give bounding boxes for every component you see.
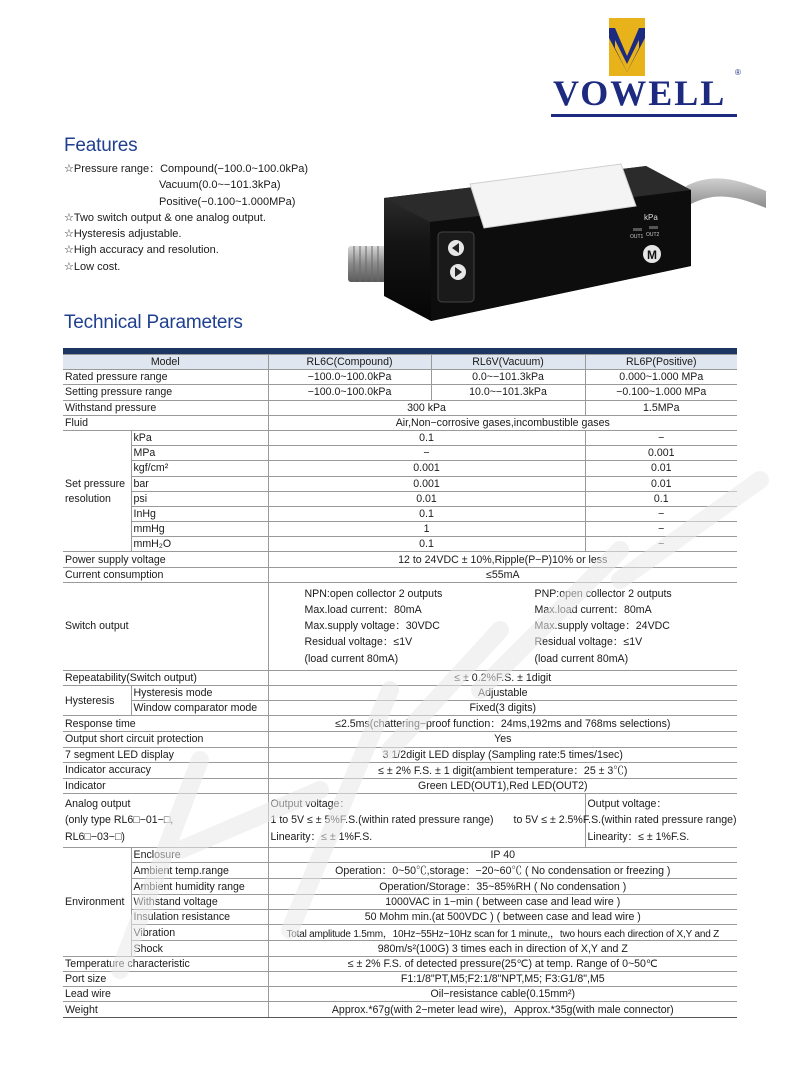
table-row	[63, 716, 737, 732]
header-positive: RL6P(Positive)	[585, 355, 737, 370]
analog-label-line: (only type RL6□−01−□,	[65, 814, 174, 827]
table-row	[63, 415, 737, 430]
cell: −0.100~1.000 MPa	[585, 385, 737, 400]
spec-line: Max.load current：80mA	[304, 604, 422, 617]
registered-mark: ®	[735, 68, 741, 77]
header-vacuum: RL6V(Vacuum)	[431, 355, 585, 370]
spec-line: NPN:open collector 2 outputs	[304, 587, 443, 600]
vowell-logo	[545, 18, 745, 113]
unit-cell: InHg	[131, 506, 268, 521]
cell: −100.0~100.0kPa	[268, 370, 431, 385]
feature-item: ☆Pressure range：Compound(−100.0~100.0kPa)	[64, 163, 309, 175]
row-label: Power supply voltage	[63, 552, 268, 567]
analog-line: to 5V ≤ ± 2.5%F.S.(within rated pressure range)	[513, 814, 737, 827]
cell: ≤55mA	[268, 567, 737, 582]
cell: ≤ ± 0.2%F.S. ± 1digit	[268, 670, 737, 685]
cell: 0.1	[268, 537, 585, 552]
table-row	[63, 385, 737, 400]
table-row	[63, 910, 737, 925]
cell: −	[585, 537, 737, 552]
row-label: Indicator accuracy	[63, 762, 268, 778]
cell: 1.5MPa	[585, 400, 737, 415]
resolution-label	[63, 430, 131, 552]
row-label: Switch output	[63, 582, 268, 670]
unit-cell: kPa	[131, 430, 268, 445]
table-row	[63, 762, 737, 778]
cell: 0.1	[268, 506, 585, 521]
sub-label: Ambient temp.range	[131, 863, 268, 879]
table-row	[63, 686, 737, 701]
cell: Operation：0~50℃,storage：−20~60℃ ( No condensation or freezing )	[268, 863, 737, 879]
unit-label: kPa	[644, 213, 658, 222]
row-label: Indicator	[63, 778, 268, 793]
feature-item: ☆Hysteresis adjustable.	[64, 228, 182, 241]
table-row	[63, 522, 737, 537]
row-label: Rated pressure range	[63, 370, 268, 385]
cell: F1:1/8"PT,M5;F2:1/8"NPT,M5; F3:G1/8",M5	[268, 971, 737, 986]
feature-item: Positive(−0.100~1.000MPa)	[159, 195, 296, 208]
cell: Air,Non−corrosive gases,incombustible gases	[268, 415, 737, 430]
table-row	[63, 670, 737, 685]
features-title: Features	[64, 135, 138, 156]
features-list	[64, 161, 308, 275]
table-row	[63, 370, 737, 385]
cell: 0.1	[268, 430, 585, 445]
row-label: Output short circuit protection	[63, 732, 268, 747]
cell: 0.01	[268, 491, 585, 506]
cell: Total amplitude 1.5mm，10Hz~55Hz~10Hz scan for 1 minute,，two hours each direction of X,Y and Z	[268, 925, 737, 941]
cell: 3 1/2digit LED display (Sampling rate:5 times/1sec)	[268, 747, 737, 762]
table-row	[63, 567, 737, 582]
cell: Approx.*67g(with 2−meter lead wire)，Approx.*35g(with male connector)	[268, 1002, 737, 1018]
cell: Fixed(3 digits)	[268, 701, 737, 716]
row-label: Temperature characteristic	[63, 956, 268, 971]
table-row	[63, 925, 737, 941]
table-row	[63, 956, 737, 971]
header-compound: RL6C(Compound)	[268, 355, 431, 370]
table-row	[63, 400, 737, 415]
cell: −	[268, 446, 585, 461]
cell: 0.01	[585, 476, 737, 491]
analog-line: Output voltage：	[270, 797, 351, 810]
table-row	[63, 537, 737, 552]
table-row	[63, 879, 737, 895]
row-label: Lead wire	[63, 986, 268, 1001]
technical-parameters-table	[63, 348, 737, 1018]
resolution-label-line: Set pressure	[65, 477, 126, 490]
unit-cell: kgf/cm²	[131, 461, 268, 476]
mode-button-label: M	[647, 248, 657, 262]
cell: ≤2.5ms(chattering−proof function：24ms,192ms and 768ms selections)	[268, 716, 737, 732]
cell: −100.0~100.0kPa	[268, 385, 431, 400]
sub-label: Hysteresis mode	[131, 686, 268, 701]
table-row	[63, 582, 737, 670]
feature-item: ☆High accuracy and resolution.	[64, 244, 219, 257]
spec-line: Max.load current：80mA	[534, 604, 652, 617]
spec-line: (load current 80mA)	[534, 652, 629, 665]
unit-cell: mmH₂O	[131, 537, 268, 552]
table-row	[63, 941, 737, 956]
cell: 1	[268, 522, 585, 537]
table-row	[63, 847, 737, 862]
cell: −	[585, 522, 737, 537]
cell: 0.001	[268, 476, 585, 491]
sub-label: Enclosure	[131, 847, 268, 862]
pnp-spec	[499, 583, 672, 670]
analog-label	[63, 793, 268, 847]
cell: 0.001	[268, 461, 585, 476]
logo-emblem-icon	[545, 18, 745, 78]
sub-label: Shock	[131, 941, 268, 956]
table-row	[63, 895, 737, 910]
unit-cell: mmHg	[131, 522, 268, 537]
row-label: Port size	[63, 971, 268, 986]
analog-line: Output voltage：	[587, 797, 668, 810]
analog-line: Linearity：≤ ± 1%F.S.	[270, 830, 373, 843]
analog-line: Linearity：≤ ± 1%F.S.	[587, 830, 690, 843]
feature-item: Vacuum(0.0~−101.3kPa)	[159, 179, 281, 192]
spec-line: Max.supply voltage：30VDC	[304, 620, 440, 633]
cell: ≤ ± 2% F.S. of detected pressure(25℃) at temp. Range of 0~50℃	[268, 956, 737, 971]
cell: 10.0~−101.3kPa	[431, 385, 585, 400]
cell: 0.0~−101.3kPa	[431, 370, 585, 385]
cell: 300 kPa	[268, 400, 585, 415]
out1-label: OUT1	[630, 234, 644, 240]
technical-parameters-title: Technical Parameters	[64, 312, 243, 333]
sub-label: Vibration	[131, 925, 268, 941]
resolution-label-line: resolution	[65, 492, 111, 505]
unit-cell: MPa	[131, 446, 268, 461]
npn-spec	[269, 583, 499, 670]
table-row	[63, 778, 737, 793]
analog-line: 1 to 5V ≤ ± 5%F.S.(within rated pressure range)	[270, 814, 494, 827]
feature-item: ☆Two switch output & one analog output.	[64, 211, 266, 224]
cell: 980m/s²(100G) 3 times each in direction of X,Y and Z	[268, 941, 737, 956]
cell: Yes	[268, 732, 737, 747]
table-row	[63, 701, 737, 716]
sub-label: Withstand voltage	[131, 895, 268, 910]
cell: Oil−resistance cable(0.15mm²)	[268, 986, 737, 1001]
table-row	[63, 1002, 737, 1018]
table-row	[63, 461, 737, 476]
sub-label: Window comparator mode	[131, 701, 268, 716]
cell: Operation/Storage：35~85%RH ( No condensation )	[268, 879, 737, 895]
environment-label: Environment	[63, 847, 131, 956]
row-label: Weight	[63, 1002, 268, 1018]
analog-label-line: Analog output	[65, 797, 131, 810]
cell: 0.01	[585, 461, 737, 476]
cell: −	[585, 430, 737, 445]
table-row	[63, 971, 737, 986]
spec-line: Residual voltage：≤1V	[304, 636, 413, 649]
row-label: Repeatability(Switch output)	[63, 670, 268, 685]
row-label: 7 segment LED display	[63, 747, 268, 762]
table-row	[63, 863, 737, 879]
switch-output-cell	[268, 582, 737, 670]
unit-cell: psi	[131, 491, 268, 506]
cell: 12 to 24VDC ± 10%,Ripple(P−P)10% or less	[268, 552, 737, 567]
row-label: Response time	[63, 716, 268, 732]
cell: −	[585, 506, 737, 521]
logo-wordmark: VOWELL	[553, 73, 727, 113]
spec-line: (load current 80mA)	[304, 652, 399, 665]
sub-label: Ambient humidity range	[131, 879, 268, 895]
sub-label: Insulation resistance	[131, 910, 268, 925]
cell: Adjustable	[268, 686, 737, 701]
cell: Green LED(OUT1),Red LED(OUT2)	[268, 778, 737, 793]
logo-underline	[551, 114, 737, 117]
row-label: Fluid	[63, 415, 268, 430]
cell: 0.000~1.000 MPa	[585, 370, 737, 385]
out2-label: OUT2	[646, 232, 660, 238]
hysteresis-label: Hysteresis	[63, 686, 131, 716]
cell: 0.1	[585, 491, 737, 506]
table-row	[63, 793, 737, 847]
table-row	[63, 506, 737, 521]
table-row	[63, 552, 737, 567]
table-row	[63, 986, 737, 1001]
cell: 1000VAC in 1−min ( between case and lead wire )	[268, 895, 737, 910]
unit-cell: bar	[131, 476, 268, 491]
table-header-row	[63, 355, 737, 370]
cell: 50 Mohm min.(at 500VDC ) ( between case and lead wire )	[268, 910, 737, 925]
spec-line: PNP:open collector 2 outputs	[534, 587, 672, 600]
cell: ≤ ± 2% F.S. ± 1 digit(ambient temperature：25 ± 3℃)	[268, 762, 737, 778]
table-row	[63, 476, 737, 491]
spec-line: Residual voltage：≤1V	[534, 636, 643, 649]
table-row	[63, 430, 737, 445]
pressure-sensor-image	[346, 146, 766, 326]
table-row	[63, 732, 737, 747]
table-row	[63, 747, 737, 762]
cell: IP 40	[268, 847, 737, 862]
table-row	[63, 446, 737, 461]
analog-label-line: RL6□−03−□)	[65, 830, 125, 843]
row-label: Withstand pressure	[63, 400, 268, 415]
row-label: Setting pressure range	[63, 385, 268, 400]
row-label: Current consumption	[63, 567, 268, 582]
spec-line: Max.supply voltage：24VDC	[534, 620, 670, 633]
cell: 0.001	[585, 446, 737, 461]
header-model: Model	[63, 355, 268, 370]
analog-right	[513, 793, 737, 847]
feature-item: ☆Low cost.	[64, 260, 121, 273]
table-row	[63, 491, 737, 506]
